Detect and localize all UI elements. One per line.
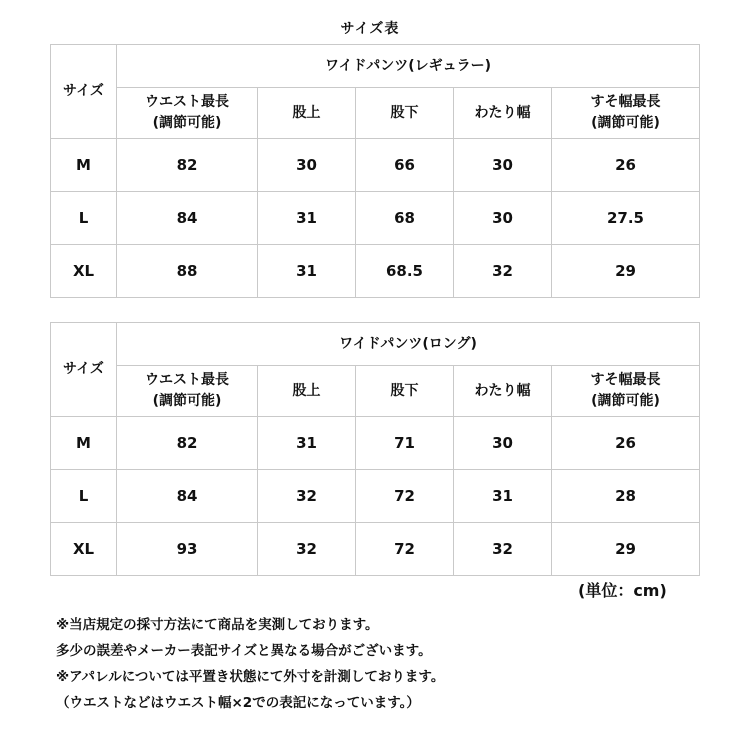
- rise-value: 30: [258, 139, 356, 192]
- waist-value: 82: [117, 139, 258, 192]
- column-header-thigh: わたり幅: [454, 88, 552, 139]
- size-label: M: [51, 139, 117, 192]
- table-row: [51, 470, 700, 523]
- hem-value: 28: [552, 470, 700, 523]
- size-label: M: [51, 417, 117, 470]
- rise-value: 31: [258, 245, 356, 298]
- note-line: 多少の誤差やメーカー表記サイズと異なる場合がございます。: [56, 643, 432, 659]
- column-header-waist: ウエスト最長 (調節可能): [117, 88, 258, 139]
- table-row: [51, 245, 700, 298]
- column-header-waist: ウエスト最長 (調節可能): [117, 366, 258, 417]
- page-title: サイズ表: [340, 21, 400, 37]
- column-header-thigh: わたり幅: [454, 366, 552, 417]
- size-label: XL: [51, 523, 117, 576]
- inseam-value: 71: [356, 417, 454, 470]
- size-label: XL: [51, 245, 117, 298]
- hem-value: 29: [552, 245, 700, 298]
- hem-value: 26: [552, 417, 700, 470]
- inseam-value: 66: [356, 139, 454, 192]
- hem-value: 29: [552, 523, 700, 576]
- thigh-value: 30: [454, 417, 552, 470]
- table-row: [51, 417, 700, 470]
- table-row: [51, 192, 700, 245]
- inseam-value: 72: [356, 470, 454, 523]
- size-table-long: [50, 322, 700, 576]
- note-line: ※当店規定の採寸方法にて商品を実測しております。: [56, 617, 379, 633]
- inseam-value: 72: [356, 523, 454, 576]
- rise-value: 31: [258, 192, 356, 245]
- column-header-hem: すそ幅最長 (調節可能): [552, 366, 700, 417]
- column-header-rise: 股上: [258, 366, 356, 417]
- unit-note: (単位：cm): [578, 581, 667, 600]
- size-column-header: サイズ: [51, 45, 117, 139]
- table-row: [51, 523, 700, 576]
- waist-value: 93: [117, 523, 258, 576]
- thigh-value: 30: [454, 139, 552, 192]
- size-label: L: [51, 470, 117, 523]
- column-header-hem: すそ幅最長 (調節可能): [552, 88, 700, 139]
- rise-value: 31: [258, 417, 356, 470]
- thigh-value: 31: [454, 470, 552, 523]
- waist-value: 82: [117, 417, 258, 470]
- column-header-inseam: 股下: [356, 366, 454, 417]
- column-header-inseam: 股下: [356, 88, 454, 139]
- inseam-value: 68: [356, 192, 454, 245]
- note-line: （ウエストなどはウエスト幅×2での表記になっています。）: [56, 695, 420, 711]
- product-name-header: ワイドパンツ(ロング): [117, 323, 700, 366]
- note-line: ※アパレルについては平置き状態にて外寸を計測しております。: [56, 669, 445, 685]
- column-header-rise: 股上: [258, 88, 356, 139]
- size-label: L: [51, 192, 117, 245]
- hem-value: 27.5: [552, 192, 700, 245]
- rise-value: 32: [258, 523, 356, 576]
- waist-value: 88: [117, 245, 258, 298]
- waist-value: 84: [117, 470, 258, 523]
- table-row: [51, 139, 700, 192]
- thigh-value: 32: [454, 523, 552, 576]
- rise-value: 32: [258, 470, 356, 523]
- size-column-header: サイズ: [51, 323, 117, 417]
- product-name-header: ワイドパンツ(レギュラー): [117, 45, 700, 88]
- size-table-regular: [50, 44, 700, 298]
- thigh-value: 30: [454, 192, 552, 245]
- inseam-value: 68.5: [356, 245, 454, 298]
- hem-value: 26: [552, 139, 700, 192]
- notes: [56, 612, 444, 716]
- waist-value: 84: [117, 192, 258, 245]
- thigh-value: 32: [454, 245, 552, 298]
